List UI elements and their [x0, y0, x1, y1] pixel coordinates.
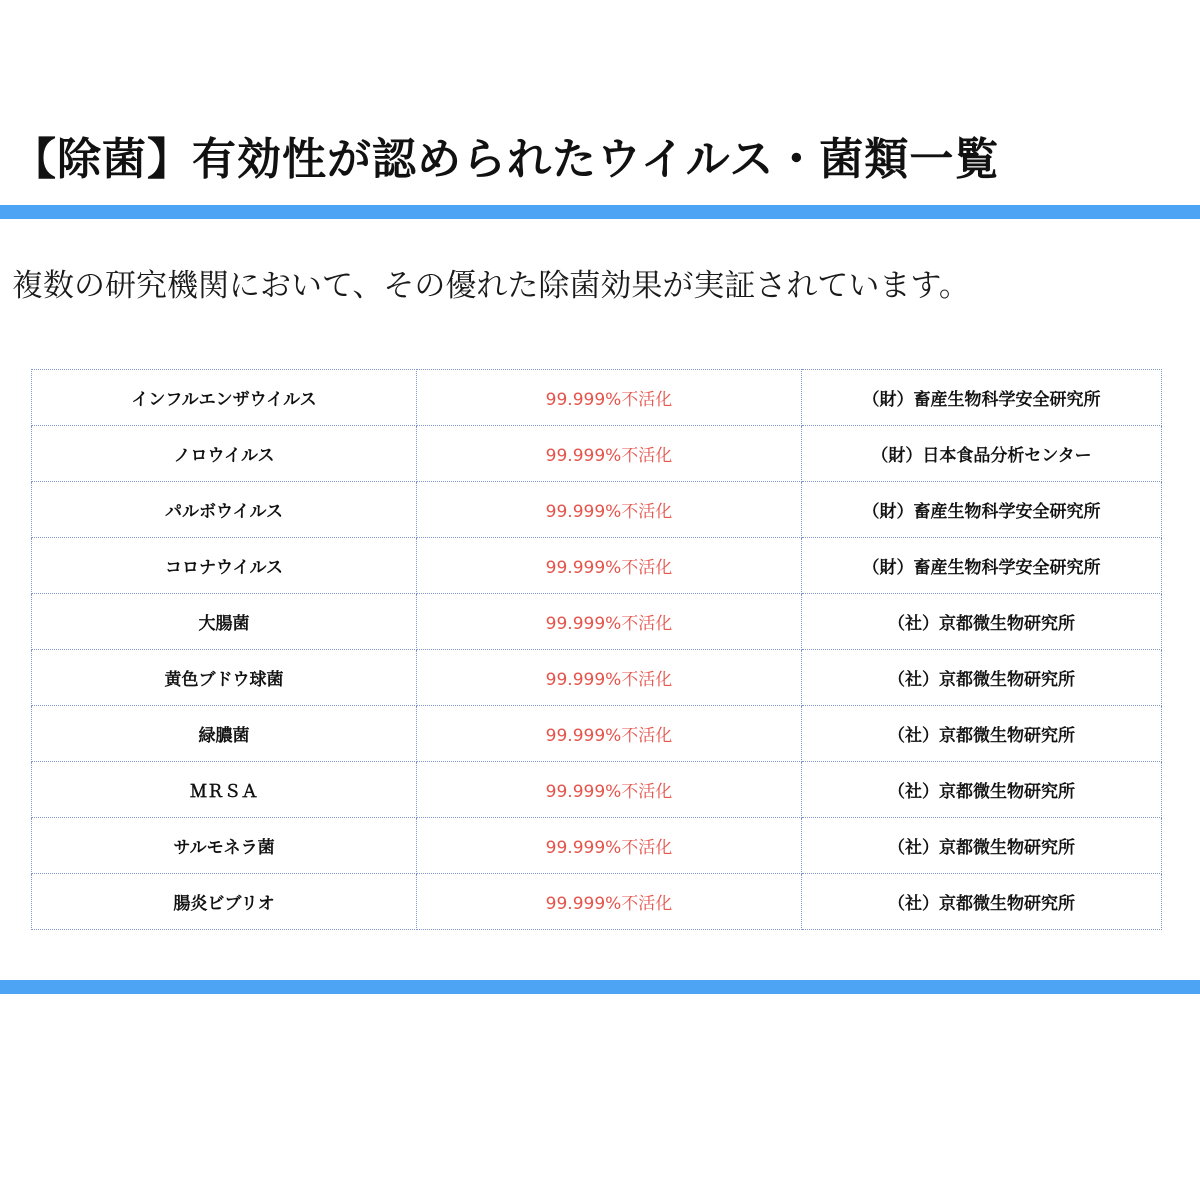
pathogen-name: 緑膿菌 [32, 706, 417, 762]
testing-lab: （社）京都微生物研究所 [802, 818, 1162, 874]
page-title: 【除菌】有効性が認められたウイルス・菌類一覧 [12, 134, 1000, 185]
header-divider [0, 205, 1200, 219]
table-row [32, 650, 1162, 706]
inactivation-rate: 99.999%不活化 [417, 818, 802, 874]
footer-divider [0, 980, 1200, 994]
inactivation-rate: 99.999%不活化 [417, 370, 802, 426]
pathogen-name: サルモネラ菌 [32, 818, 417, 874]
table-row [32, 538, 1162, 594]
table-row [32, 706, 1162, 762]
inactivation-rate: 99.999%不活化 [417, 594, 802, 650]
testing-lab: （社）京都微生物研究所 [802, 762, 1162, 818]
inactivation-rate: 99.999%不活化 [417, 650, 802, 706]
inactivation-rate: 99.999%不活化 [417, 762, 802, 818]
table-row [32, 370, 1162, 426]
testing-lab: （財）畜産生物科学安全研究所 [802, 370, 1162, 426]
table-row [32, 482, 1162, 538]
pathogen-name: コロナウイルス [32, 538, 417, 594]
efficacy-table [31, 369, 1162, 930]
testing-lab: （財）畜産生物科学安全研究所 [802, 538, 1162, 594]
testing-lab: （財）畜産生物科学安全研究所 [802, 482, 1162, 538]
pathogen-name: 大腸菌 [32, 594, 417, 650]
table-row [32, 426, 1162, 482]
inactivation-rate: 99.999%不活化 [417, 706, 802, 762]
testing-lab: （財）日本食品分析センター [802, 426, 1162, 482]
pathogen-name: ノロウイルス [32, 426, 417, 482]
table-row [32, 594, 1162, 650]
intro-text: 複数の研究機関において、その優れた除菌効果が実証されています。 [12, 268, 970, 304]
pathogen-name: ＭＲＳＡ [32, 762, 417, 818]
inactivation-rate: 99.999%不活化 [417, 538, 802, 594]
testing-lab: （社）京都微生物研究所 [802, 874, 1162, 930]
table-row [32, 762, 1162, 818]
pathogen-name: パルボウイルス [32, 482, 417, 538]
inactivation-rate: 99.999%不活化 [417, 482, 802, 538]
table-row [32, 818, 1162, 874]
testing-lab: （社）京都微生物研究所 [802, 650, 1162, 706]
table-row [32, 874, 1162, 930]
testing-lab: （社）京都微生物研究所 [802, 594, 1162, 650]
pathogen-name: インフルエンザウイルス [32, 370, 417, 426]
pathogen-name: 黄色ブドウ球菌 [32, 650, 417, 706]
inactivation-rate: 99.999%不活化 [417, 426, 802, 482]
testing-lab: （社）京都微生物研究所 [802, 706, 1162, 762]
inactivation-rate: 99.999%不活化 [417, 874, 802, 930]
pathogen-name: 腸炎ビブリオ [32, 874, 417, 930]
